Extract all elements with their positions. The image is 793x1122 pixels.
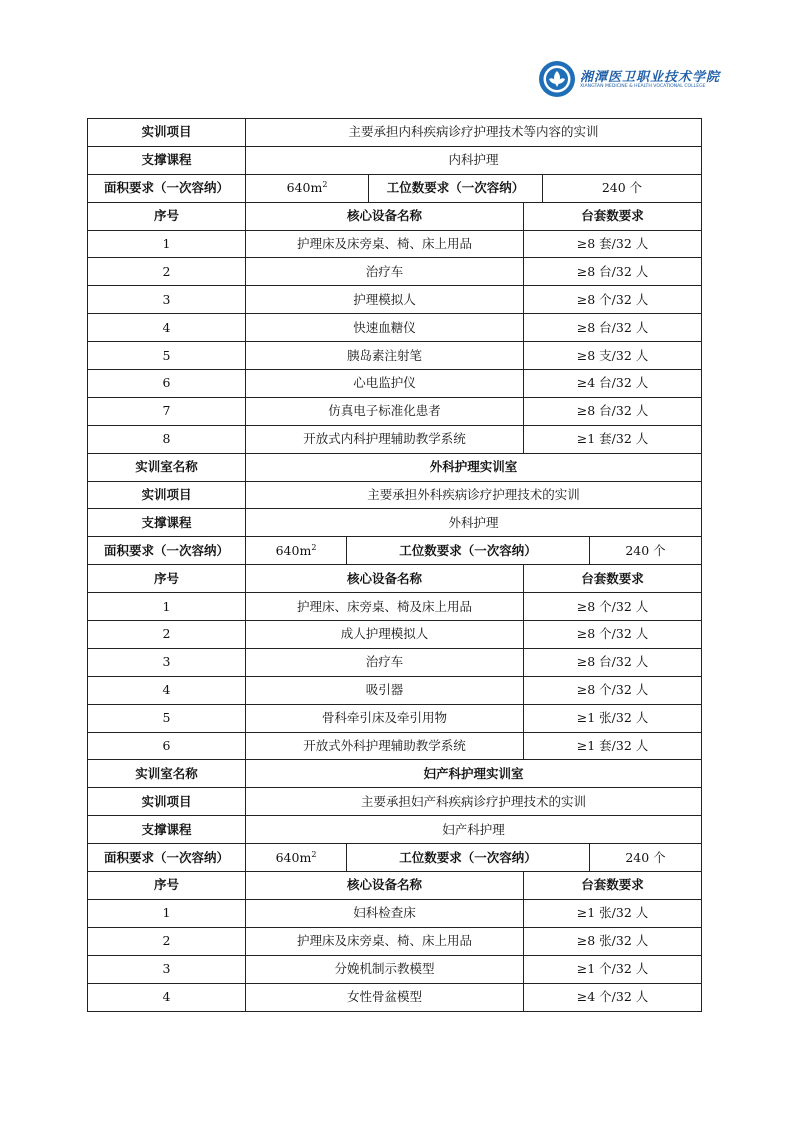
room-label: 实训室名称 [88,453,246,481]
col-header-qty: 台套数要求 [524,202,702,230]
table-row [88,927,702,955]
row-no: 3 [88,955,246,983]
table-row [88,565,702,593]
row-equipment: 分娩机制示教模型 [246,955,524,983]
table-row [88,425,702,453]
col-header-equipment: 核心设备名称 [246,872,524,900]
row-qty: ≥1 张/32 人 [524,704,702,732]
table-row [88,453,702,481]
row-qty: ≥8 个/32 人 [524,286,702,314]
table-row [88,537,702,565]
table-row [88,704,702,732]
row-equipment: 成人护理模拟人 [246,621,524,649]
course-label: 支撑课程 [88,816,246,844]
row-qty: ≥4 个/32 人 [524,983,702,1011]
table-row [88,397,702,425]
row-equipment: 妇科检查床 [246,899,524,927]
col-header-equipment: 核心设备名称 [246,565,524,593]
row-equipment: 胰岛素注射笔 [246,342,524,370]
row-no: 1 [88,593,246,621]
row-equipment: 护理模拟人 [246,286,524,314]
project-value: 主要承担妇产科疾病诊疗护理技术的实训 [246,788,702,816]
course-label: 支撑课程 [88,146,246,174]
row-no: 4 [88,676,246,704]
table-row [88,119,702,147]
station-label: 工位数要求（一次容纳） [347,537,590,565]
row-no: 1 [88,899,246,927]
course-value: 妇产科护理 [246,816,702,844]
row-equipment: 心电监护仪 [246,370,524,398]
project-value: 主要承担内科疾病诊疗护理技术等内容的实训 [246,119,702,147]
project-label: 实训项目 [88,788,246,816]
row-qty: ≥1 张/32 人 [524,899,702,927]
row-equipment: 女性骨盆模型 [246,983,524,1011]
row-no: 2 [88,621,246,649]
row-qty: ≥8 个/32 人 [524,621,702,649]
row-no: 4 [88,983,246,1011]
row-qty: ≥1 个/32 人 [524,955,702,983]
table-row [88,844,702,872]
logo-text-en: XIANGTAN MEDICINE & HEALTH VOCATIONAL COLLEGE [580,84,706,89]
row-no: 4 [88,314,246,342]
table-row [88,314,702,342]
col-header-qty: 台套数要求 [524,872,702,900]
row-qty: ≥8 台/32 人 [524,397,702,425]
table-row [88,230,702,258]
row-qty: ≥8 个/32 人 [524,676,702,704]
room-value: 妇产科护理实训室 [246,760,702,788]
station-value: 240 个 [590,537,702,565]
table-row [88,258,702,286]
station-label: 工位数要求（一次容纳） [347,844,590,872]
area-value: $640m^2$ [246,174,369,202]
project-label: 实训项目 [88,119,246,147]
row-no: 5 [88,342,246,370]
col-header-qty: 台套数要求 [524,565,702,593]
area-label: 面积要求（一次容纳） [88,537,246,565]
table-row [88,676,702,704]
row-no: 5 [88,704,246,732]
course-value: 外科护理 [246,509,702,537]
table-row [88,202,702,230]
row-equipment: 护理床及床旁桌、椅、床上用品 [246,230,524,258]
project-value: 主要承担外科疾病诊疗护理技术的实训 [246,481,702,509]
row-qty: ≥4 台/32 人 [524,370,702,398]
table-row [88,899,702,927]
table-row [88,732,702,760]
col-header-no: 序号 [88,202,246,230]
row-equipment: 开放式外科护理辅助教学系统 [246,732,524,760]
table-row [88,509,702,537]
row-qty: ≥8 张/32 人 [524,927,702,955]
table-row [88,174,702,202]
row-no: 8 [88,425,246,453]
row-no: 6 [88,370,246,398]
table-row [88,342,702,370]
row-equipment: 治疗车 [246,648,524,676]
room-value: 外科护理实训室 [246,453,702,481]
row-equipment: 开放式内科护理辅助教学系统 [246,425,524,453]
row-equipment: 仿真电子标准化患者 [246,397,524,425]
table-row [88,648,702,676]
table-row [88,788,702,816]
row-no: 2 [88,258,246,286]
row-no: 1 [88,230,246,258]
row-qty: ≥8 套/32 人 [524,230,702,258]
row-no: 7 [88,397,246,425]
table-row [88,872,702,900]
station-label: 工位数要求（一次容纳） [369,174,543,202]
college-emblem-icon [538,60,576,98]
room-label: 实训室名称 [88,760,246,788]
college-logo [538,60,721,100]
project-label: 实训项目 [88,481,246,509]
table-row [88,481,702,509]
row-equipment: 骨科牵引床及牵引用物 [246,704,524,732]
course-value: 内科护理 [246,146,702,174]
course-label: 支撑课程 [88,509,246,537]
area-value: $640m^2$ [246,537,347,565]
row-equipment: 护理床、床旁桌、椅及床上用品 [246,593,524,621]
row-qty: ≥8 台/32 人 [524,314,702,342]
row-qty: ≥1 套/32 人 [524,732,702,760]
area-label: 面积要求（一次容纳） [88,844,246,872]
row-qty: ≥8 个/32 人 [524,593,702,621]
table-row [88,983,702,1011]
area-label: 面积要求（一次容纳） [88,174,246,202]
col-header-equipment: 核心设备名称 [246,202,524,230]
col-header-no: 序号 [88,565,246,593]
row-qty: ≥8 支/32 人 [524,342,702,370]
row-equipment: 吸引器 [246,676,524,704]
row-equipment: 护理床及床旁桌、椅、床上用品 [246,927,524,955]
row-no: 2 [88,927,246,955]
row-qty: ≥1 套/32 人 [524,425,702,453]
area-value: $640m^2$ [246,844,347,872]
table-row [88,760,702,788]
row-equipment: 治疗车 [246,258,524,286]
table-row [88,955,702,983]
table-row [88,816,702,844]
row-no: 6 [88,732,246,760]
table-row [88,146,702,174]
logo-text-cn: 湘潭医卫职业技术学院 [580,70,721,85]
table-row [88,286,702,314]
row-qty: ≥8 台/32 人 [524,648,702,676]
station-value: 240 个 [543,174,702,202]
row-no: 3 [88,648,246,676]
row-equipment: 快速血糖仪 [246,314,524,342]
row-qty: ≥8 台/32 人 [524,258,702,286]
table-row [88,593,702,621]
training-room-table [87,118,702,1012]
table-row [88,621,702,649]
row-no: 3 [88,286,246,314]
station-value: 240 个 [590,844,702,872]
col-header-no: 序号 [88,872,246,900]
table-row [88,370,702,398]
